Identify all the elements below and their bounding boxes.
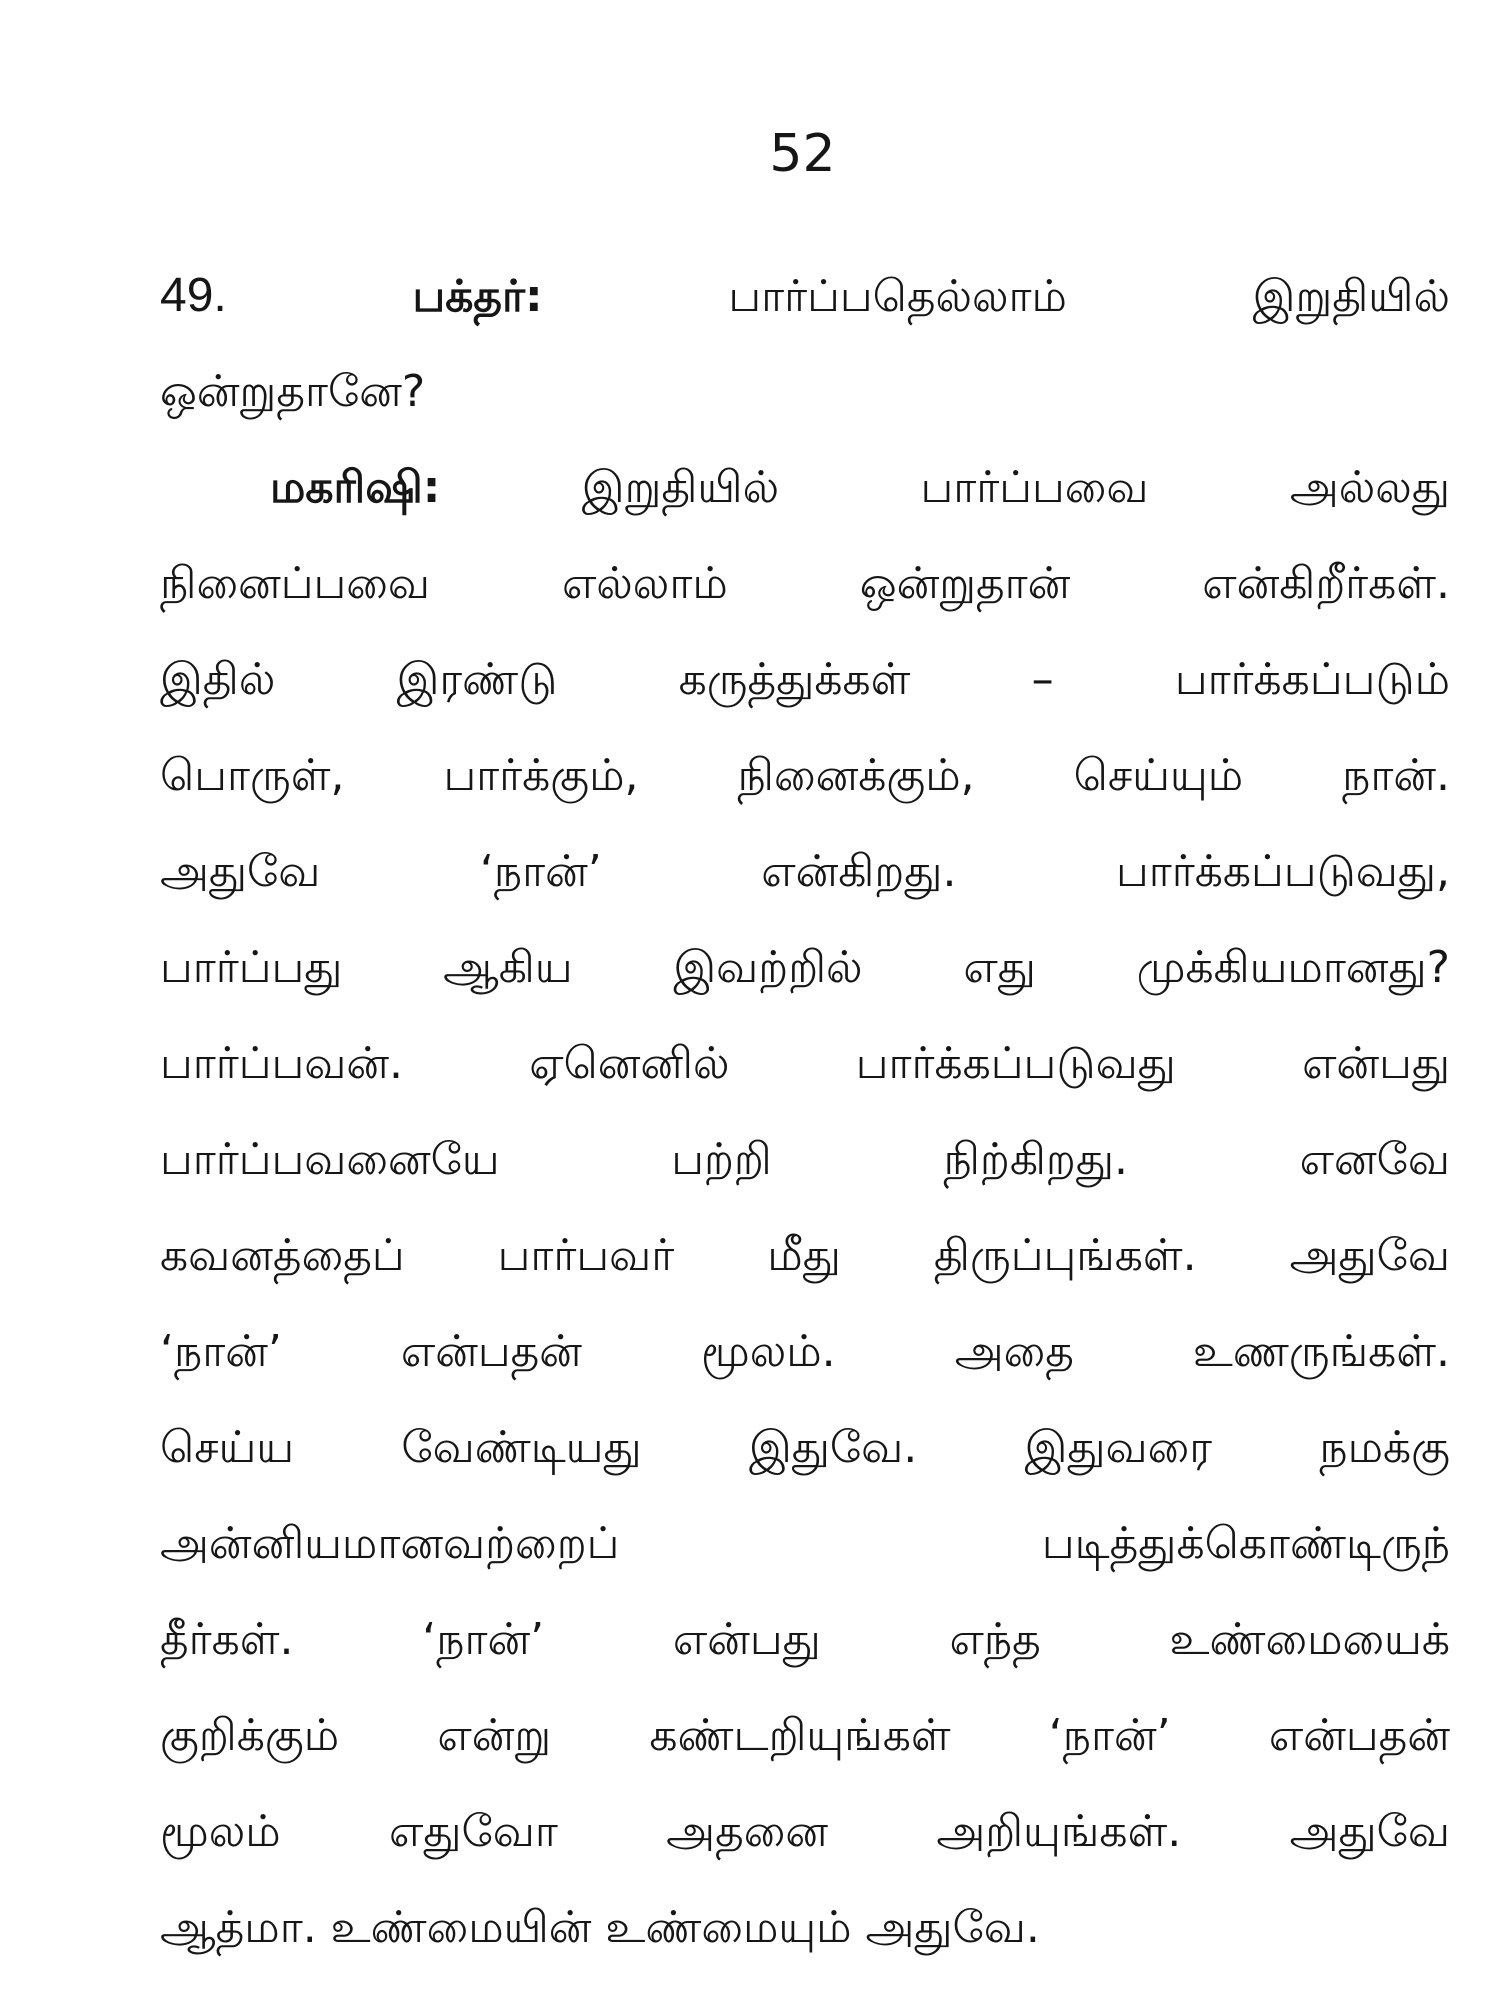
page-number: 52 — [769, 124, 836, 184]
answer-line: குறிக்கும் என்று கண்டறியுங்கள் ‘நான்’ என்பதன் — [160, 1710, 1450, 1761]
answer-line: பொருள், பார்க்கும், நினைக்கும், செய்யும் நான். — [160, 750, 1450, 801]
answer-line: கவனத்தைப் பார்பவர் மீது திருப்புங்கள். அதுவே — [160, 1230, 1450, 1281]
answer-line: செய்ய வேண்டியது இதுவே. இதுவரை நமக்கு — [160, 1422, 1450, 1473]
answer-block — [160, 440, 1450, 1976]
answer-line: அன்னியமானவற்றைப் படித்துக்கொண்டிருந் — [160, 1518, 1450, 1569]
answer-line: பார்ப்பவனையே பற்றி நிற்கிறது. எனவே — [160, 1134, 1450, 1185]
question-line-1 — [160, 248, 1450, 344]
answer-line: மூலம் எதுவோ அதனை அறியுங்கள். அதுவே — [160, 1806, 1450, 1857]
question-line-2: ஒன்றுதானே? — [160, 366, 426, 417]
answer-line: அதுவே ‘நான்’ என்கிறது. பார்க்கப்படுவது, — [160, 846, 1450, 897]
question-text-1: பார்ப்பதெல்லாம் இறுதியில் — [728, 271, 1450, 322]
question-speaker: பக்தர்: — [412, 271, 543, 322]
question-block — [160, 248, 1450, 440]
answer-line: இதில் இரண்டு கருத்துக்கள் – பார்க்கப்படும் — [160, 654, 1450, 705]
answer-first-line-text: இறுதியில் பார்ப்பவை அல்லது — [581, 462, 1450, 513]
answer-line: தீர்கள். ‘நான்’ என்பது எந்த உண்மையைக் — [160, 1614, 1450, 1665]
answer-line-1 — [160, 440, 1450, 536]
question-number: 49. — [160, 269, 227, 322]
answer-line: பார்ப்பது ஆகிய இவற்றில் எது முக்கியமானது? — [160, 942, 1450, 993]
answer-line: நினைப்பவை எல்லாம் ஒன்றுதான் என்கிறீர்கள். — [160, 558, 1450, 609]
answer-line: பார்ப்பவன். ஏனெனில் பார்க்கப்படுவது என்பது — [160, 1038, 1450, 1089]
answer-line-last: ஆத்மா. உண்மையின் உண்மையும் அதுவே. — [160, 1902, 1040, 1953]
answer-speaker: மகரிஷி: — [270, 462, 441, 513]
answer-line: ‘நான்’ என்பதன் மூலம். அதை உணருங்கள். — [160, 1326, 1450, 1377]
